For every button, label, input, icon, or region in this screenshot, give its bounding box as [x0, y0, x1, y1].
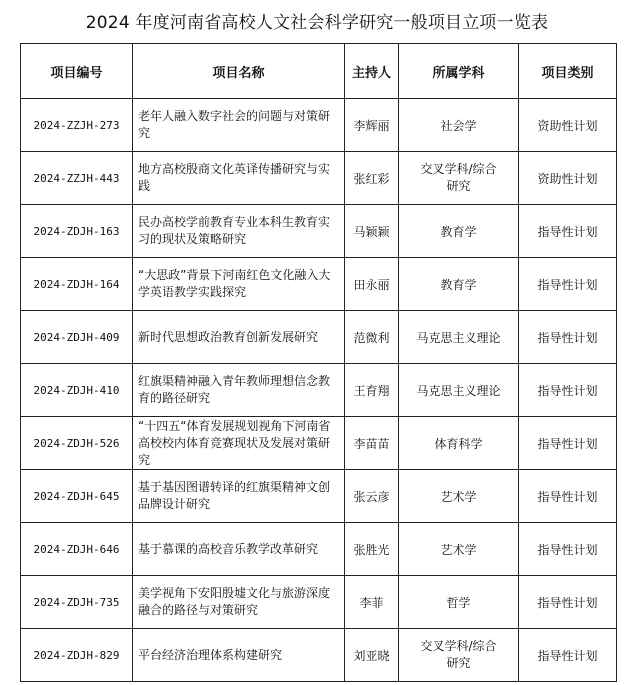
cell-project-name: “大思政”背景下河南红色文化融入大学英语教学实践探究: [133, 258, 345, 311]
table-row: [21, 576, 617, 629]
cell-discipline: 交叉学科/综合研究: [399, 152, 519, 205]
table-row: [21, 152, 617, 205]
cell-project-id: 2024-ZDJH-410: [21, 364, 133, 417]
cell-discipline: 体育科学: [399, 417, 519, 470]
cell-discipline: 教育学: [399, 205, 519, 258]
cell-category: 指导性计划: [519, 523, 617, 576]
cell-project-name: 地方高校殷商文化英译传播研究与实践: [133, 152, 345, 205]
table-row: [21, 364, 617, 417]
cell-category: 资助性计划: [519, 99, 617, 152]
cell-discipline: 交叉学科/综合研究: [399, 629, 519, 682]
cell-category: 指导性计划: [519, 258, 617, 311]
project-table: [20, 43, 617, 682]
table-row: [21, 470, 617, 523]
cell-project-id: 2024-ZDJH-409: [21, 311, 133, 364]
table-row: [21, 99, 617, 152]
cell-project-name: 老年人融入数字社会的问题与对策研究: [133, 99, 345, 152]
table-row: [21, 258, 617, 311]
cell-project-id: 2024-ZDJH-163: [21, 205, 133, 258]
cell-host: 李菲: [345, 576, 399, 629]
cell-host: 张胜光: [345, 523, 399, 576]
cell-host: 范微利: [345, 311, 399, 364]
header-discipline: 所属学科: [399, 44, 519, 99]
cell-discipline: 马克思主义理论: [399, 311, 519, 364]
header-project-id: 项目编号: [21, 44, 133, 99]
cell-project-id: 2024-ZDJH-164: [21, 258, 133, 311]
table-body: [21, 99, 617, 682]
cell-project-name: “十四五“体育发展规划视角下河南省高校校内体育竞赛现状及发展对策研究: [133, 417, 345, 470]
cell-discipline: 马克思主义理论: [399, 364, 519, 417]
header-project-name: 项目名称: [133, 44, 345, 99]
cell-host: 刘亚晓: [345, 629, 399, 682]
cell-discipline: 哲学: [399, 576, 519, 629]
page-title: 2024 年度河南省高校人文社会科学研究一般项目立项一览表: [85, 13, 549, 33]
cell-project-name: 平台经济治理体系构建研究: [133, 629, 345, 682]
cell-discipline: 艺术学: [399, 470, 519, 523]
cell-project-id: 2024-ZZJH-273: [21, 99, 133, 152]
cell-project-id: 2024-ZDJH-646: [21, 523, 133, 576]
header-row: [21, 44, 617, 99]
cell-project-name: 基于慕课的高校音乐教学改革研究: [133, 523, 345, 576]
header-host: 主持人: [345, 44, 399, 99]
cell-category: 指导性计划: [519, 629, 617, 682]
cell-host: 张红彩: [345, 152, 399, 205]
table-row: [21, 523, 617, 576]
cell-project-id: 2024-ZZJH-443: [21, 152, 133, 205]
cell-host: 李苗苗: [345, 417, 399, 470]
cell-discipline: 社会学: [399, 99, 519, 152]
cell-category: 指导性计划: [519, 311, 617, 364]
cell-project-id: 2024-ZDJH-526: [21, 417, 133, 470]
cell-host: 马颖颖: [345, 205, 399, 258]
cell-category: 指导性计划: [519, 576, 617, 629]
table-row: [21, 629, 617, 682]
cell-project-name: 红旗渠精神融入青年教师理想信念教育的路径研究: [133, 364, 345, 417]
cell-project-id: 2024-ZDJH-645: [21, 470, 133, 523]
cell-host: 田永丽: [345, 258, 399, 311]
cell-project-name: 新时代思想政治教育创新发展研究: [133, 311, 345, 364]
cell-host: 张云彦: [345, 470, 399, 523]
cell-category: 指导性计划: [519, 470, 617, 523]
table-row: [21, 205, 617, 258]
cell-category: 资助性计划: [519, 152, 617, 205]
cell-project-id: 2024-ZDJH-829: [21, 629, 133, 682]
cell-host: 王育翔: [345, 364, 399, 417]
header-category: 项目类别: [519, 44, 617, 99]
cell-category: 指导性计划: [519, 205, 617, 258]
cell-host: 李辉丽: [345, 99, 399, 152]
table-row: [21, 311, 617, 364]
cell-project-name: 美学视角下安阳殷墟文化与旅游深度融合的路径与对策研究: [133, 576, 345, 629]
cell-category: 指导性计划: [519, 364, 617, 417]
cell-project-id: 2024-ZDJH-735: [21, 576, 133, 629]
table-row: [21, 417, 617, 470]
cell-category: 指导性计划: [519, 417, 617, 470]
cell-project-name: 基于基因图谱转译的红旗渠精神文创品牌设计研究: [133, 470, 345, 523]
cell-discipline: 艺术学: [399, 523, 519, 576]
cell-project-name: 民办高校学前教育专业本科生教育实习的现状及策略研究: [133, 205, 345, 258]
cell-discipline: 教育学: [399, 258, 519, 311]
